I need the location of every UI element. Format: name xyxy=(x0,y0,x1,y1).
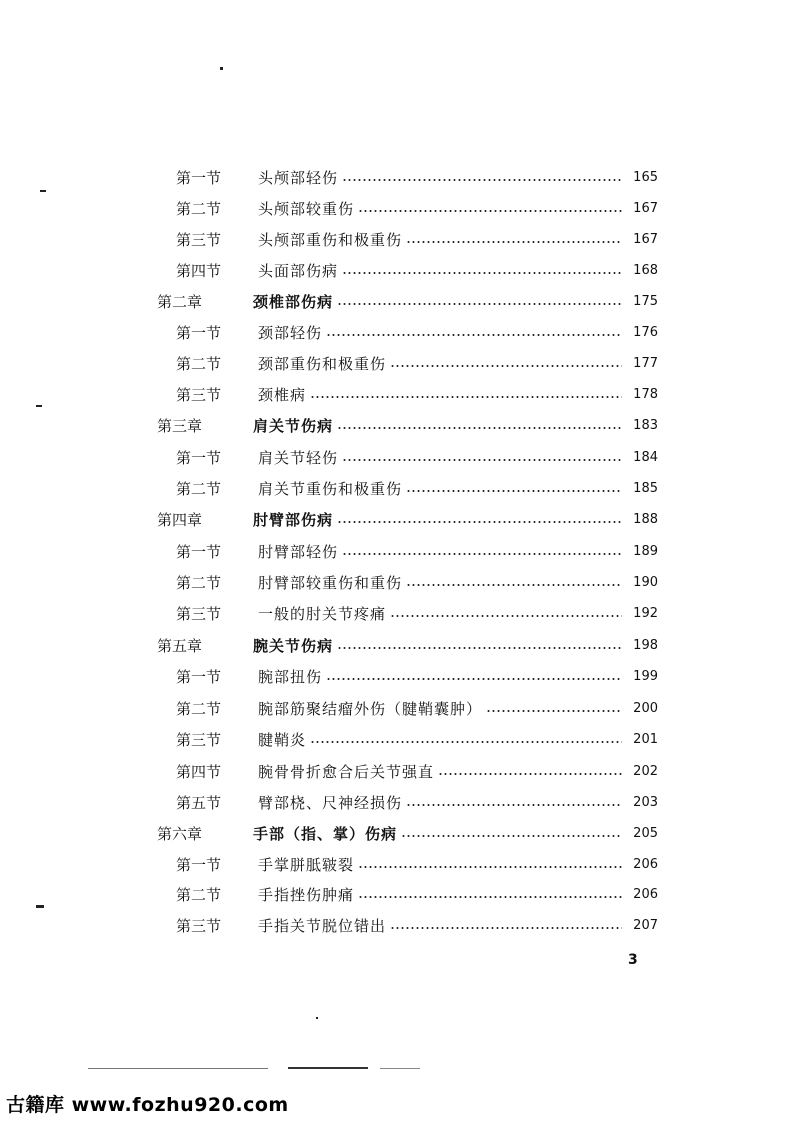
entry-page: 198 xyxy=(633,637,658,653)
entry-page: 189 xyxy=(633,543,658,559)
dot-leader xyxy=(358,866,622,868)
toc-entry[interactable] xyxy=(176,163,658,191)
entry-page: 167 xyxy=(633,231,658,247)
toc-entry[interactable] xyxy=(176,225,658,253)
entry-page: 175 xyxy=(633,293,658,309)
dot-leader xyxy=(358,896,622,898)
toc-entry[interactable] xyxy=(176,788,658,816)
dot-leader xyxy=(326,334,622,336)
entry-title: 肘臂部伤病 xyxy=(253,510,334,529)
section-number: 第三节 xyxy=(176,604,222,623)
dot-leader xyxy=(390,615,622,617)
dot-leader xyxy=(390,927,622,929)
toc-entry[interactable] xyxy=(176,568,658,596)
toc-entry[interactable] xyxy=(176,725,658,753)
scan-speck xyxy=(36,905,44,908)
entry-page: 206 xyxy=(633,886,658,902)
entry-title: 臂部桡、尺神经损伤 xyxy=(258,793,403,812)
entry-page: 192 xyxy=(633,605,658,621)
section-number: 第一节 xyxy=(176,855,222,874)
page-number: 3 xyxy=(628,952,638,968)
section-number: 第二节 xyxy=(176,199,222,218)
entry-page: 200 xyxy=(633,700,658,716)
toc-entry[interactable] xyxy=(176,380,658,408)
entry-page: 206 xyxy=(633,856,658,872)
section-number: 第二节 xyxy=(176,573,222,592)
dot-leader xyxy=(358,210,622,212)
entry-page: 188 xyxy=(633,511,658,527)
chapter-number: 第三章 xyxy=(157,416,203,435)
section-number: 第三节 xyxy=(176,230,222,249)
dot-leader xyxy=(337,303,622,305)
toc-entry[interactable] xyxy=(176,194,658,222)
entry-page: 168 xyxy=(633,262,658,278)
entry-title: 手指挫伤肿痛 xyxy=(258,885,355,904)
toc-chapter-entry[interactable] xyxy=(157,287,658,315)
entry-title: 头颅部重伤和极重伤 xyxy=(258,230,403,249)
section-number: 第二节 xyxy=(176,699,222,718)
dot-leader xyxy=(438,773,622,775)
entry-title: 手部（指、掌）伤病 xyxy=(253,824,398,843)
section-number: 第一节 xyxy=(176,323,222,342)
dot-leader xyxy=(390,365,622,367)
entry-page: 203 xyxy=(633,794,658,810)
toc-entry[interactable] xyxy=(176,599,658,627)
toc-entry[interactable] xyxy=(176,318,658,346)
section-number: 第三节 xyxy=(176,916,222,935)
toc-entry[interactable] xyxy=(176,474,658,502)
scan-speck xyxy=(316,1017,318,1019)
chapter-number: 第二章 xyxy=(157,292,203,311)
dot-leader xyxy=(310,741,622,743)
section-number: 第四节 xyxy=(176,261,222,280)
toc-entry[interactable] xyxy=(176,880,658,908)
toc-entry[interactable] xyxy=(176,911,658,939)
watermark: 古籍库 www.fozhu920.com xyxy=(6,1094,289,1116)
entry-title: 腕骨骨折愈合后关节强直 xyxy=(258,762,435,781)
entry-page: 177 xyxy=(633,355,658,371)
entry-title: 腱鞘炎 xyxy=(258,730,307,749)
scan-speck xyxy=(220,67,223,70)
entry-title: 腕部筋聚结瘤外伤（腱鞘囊肿） xyxy=(258,699,483,718)
dot-leader xyxy=(406,584,622,586)
entry-title: 肩关节轻伤 xyxy=(258,448,339,467)
entry-title: 颈部重伤和极重伤 xyxy=(258,354,387,373)
footer-rule xyxy=(88,1068,268,1069)
entry-page: 201 xyxy=(633,731,658,747)
entry-page: 199 xyxy=(633,668,658,684)
entry-title: 肘臂部较重伤和重伤 xyxy=(258,573,403,592)
entry-title: 颈部轻伤 xyxy=(258,323,323,342)
footer-rule xyxy=(380,1068,420,1069)
toc-entry[interactable] xyxy=(176,349,658,377)
toc-entry[interactable] xyxy=(176,694,658,722)
footer-rule xyxy=(288,1067,368,1069)
dot-leader xyxy=(310,396,622,398)
entry-title: 一般的肘关节疼痛 xyxy=(258,604,387,623)
section-number: 第二节 xyxy=(176,479,222,498)
entry-page: 183 xyxy=(633,417,658,433)
dot-leader xyxy=(342,179,622,181)
dot-leader xyxy=(401,835,622,837)
dot-leader xyxy=(406,804,622,806)
dot-leader xyxy=(337,427,622,429)
entry-title: 颈椎病 xyxy=(258,385,307,404)
chapter-number: 第五章 xyxy=(157,636,203,655)
entry-page: 207 xyxy=(633,917,658,933)
toc-entry[interactable] xyxy=(176,757,658,785)
entry-title: 腕关节伤病 xyxy=(253,636,334,655)
dot-leader xyxy=(342,553,622,555)
section-number: 第四节 xyxy=(176,762,222,781)
entry-title: 腕部扭伤 xyxy=(258,667,323,686)
scan-speck xyxy=(40,190,46,192)
entry-title: 手指关节脱位错出 xyxy=(258,916,387,935)
entry-title: 颈椎部伤病 xyxy=(253,292,334,311)
chapter-number: 第四章 xyxy=(157,510,203,529)
entry-page: 178 xyxy=(633,386,658,402)
section-number: 第三节 xyxy=(176,730,222,749)
toc-entry[interactable] xyxy=(176,662,658,690)
dot-leader xyxy=(337,521,622,523)
section-number: 第二节 xyxy=(176,885,222,904)
entry-title: 头颅部较重伤 xyxy=(258,199,355,218)
dot-leader xyxy=(406,490,622,492)
section-number: 第五节 xyxy=(176,793,222,812)
toc-chapter-entry[interactable] xyxy=(157,505,658,533)
entry-page: 165 xyxy=(633,169,658,185)
dot-leader xyxy=(326,678,622,680)
section-number: 第一节 xyxy=(176,667,222,686)
toc-chapter-entry[interactable] xyxy=(157,411,658,439)
entry-page: 167 xyxy=(633,200,658,216)
section-number: 第二节 xyxy=(176,354,222,373)
scan-speck xyxy=(36,405,42,407)
entry-title: 肩关节重伤和极重伤 xyxy=(258,479,403,498)
entry-page: 185 xyxy=(633,480,658,496)
entry-page: 176 xyxy=(633,324,658,340)
entry-title: 肘臂部轻伤 xyxy=(258,542,339,561)
entry-page: 184 xyxy=(633,449,658,465)
section-number: 第一节 xyxy=(176,448,222,467)
toc-entry[interactable] xyxy=(176,256,658,284)
entry-page: 202 xyxy=(633,763,658,779)
entry-page: 190 xyxy=(633,574,658,590)
toc-entry[interactable] xyxy=(176,537,658,565)
entry-title: 头颅部轻伤 xyxy=(258,168,339,187)
section-number: 第三节 xyxy=(176,385,222,404)
section-number: 第一节 xyxy=(176,168,222,187)
toc-entry[interactable] xyxy=(176,443,658,471)
dot-leader xyxy=(406,241,622,243)
entry-title: 手掌胼胝皲裂 xyxy=(258,855,355,874)
section-number: 第一节 xyxy=(176,542,222,561)
dot-leader xyxy=(342,272,622,274)
entry-title: 头面部伤病 xyxy=(258,261,339,280)
toc-chapter-entry[interactable] xyxy=(157,631,658,659)
entry-page: 205 xyxy=(633,825,658,841)
dot-leader xyxy=(337,647,622,649)
dot-leader xyxy=(486,710,622,712)
toc-chapter-entry[interactable] xyxy=(157,819,658,847)
chapter-number: 第六章 xyxy=(157,824,203,843)
entry-title: 肩关节伤病 xyxy=(253,416,334,435)
toc-entry[interactable] xyxy=(176,850,658,878)
dot-leader xyxy=(342,459,622,461)
